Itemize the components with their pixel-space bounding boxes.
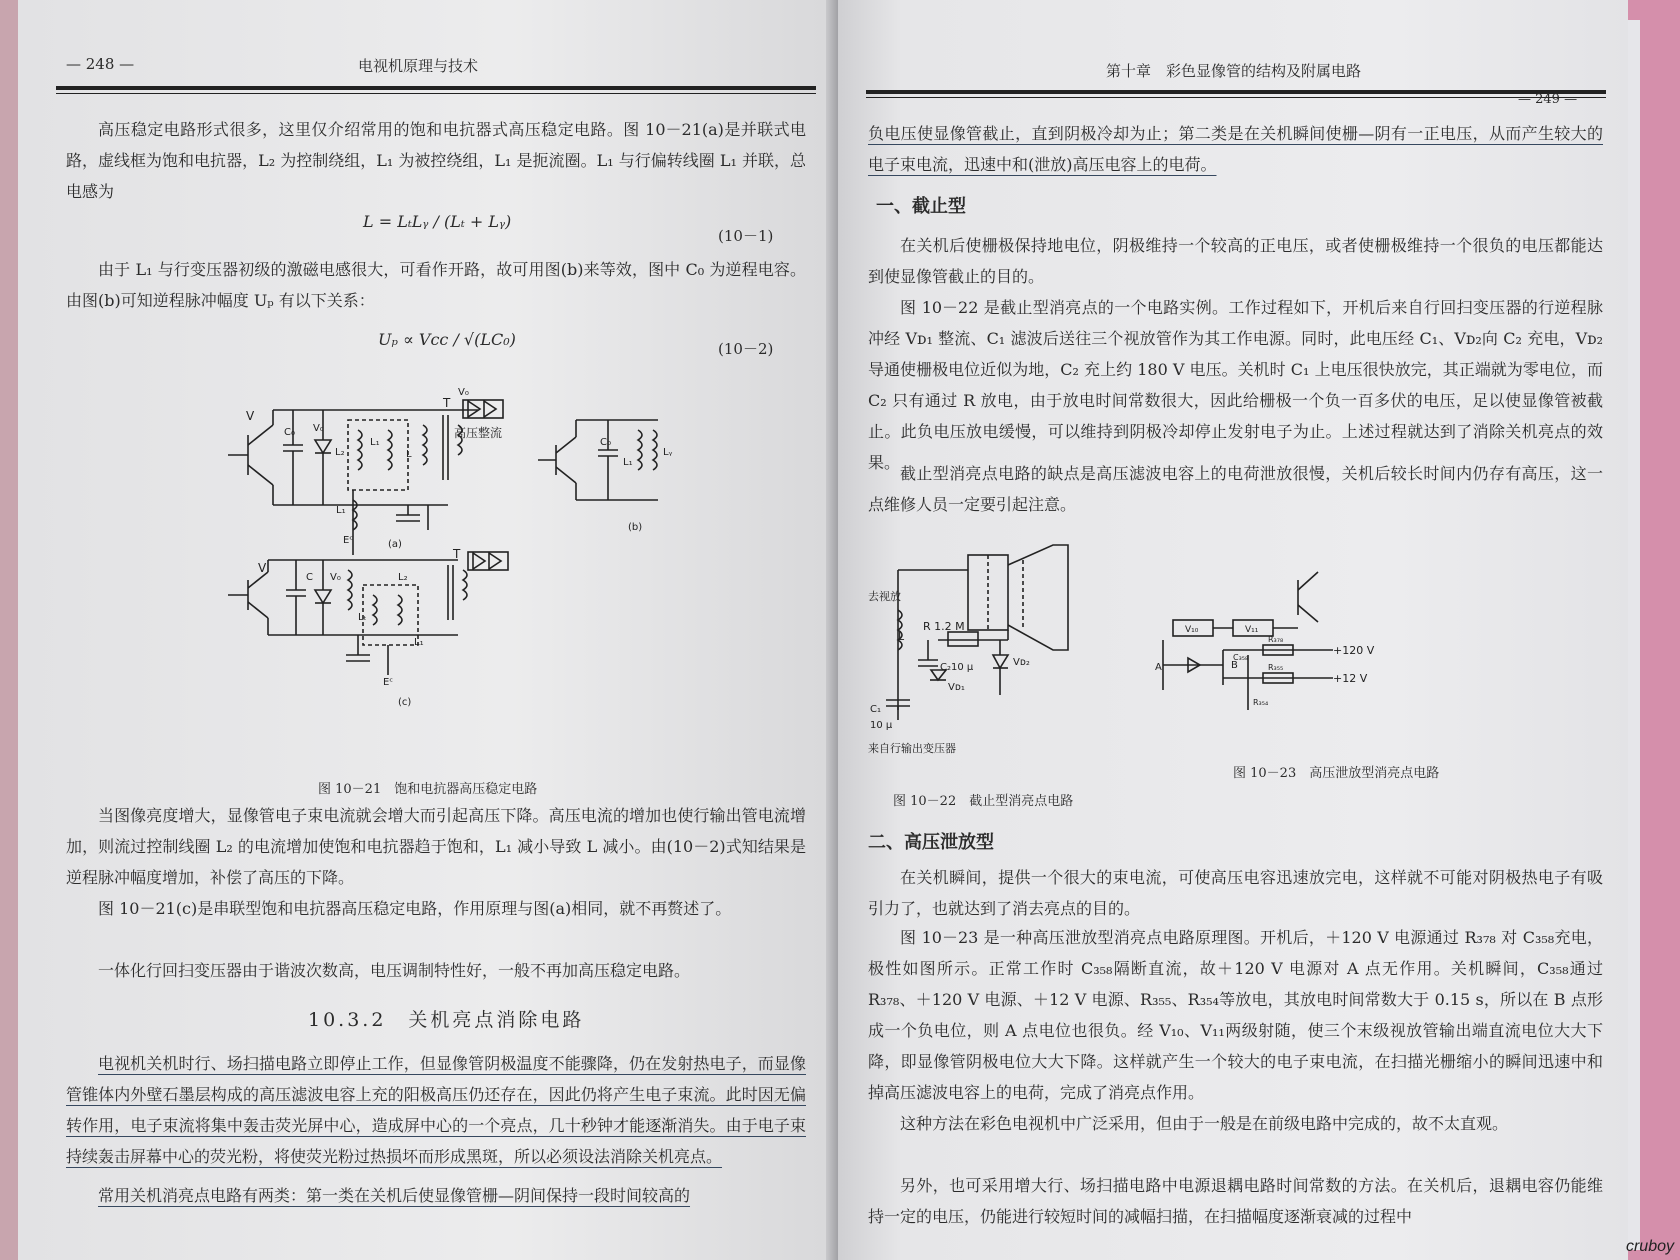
svg-text:C₂10 μ: C₂10 μ xyxy=(940,662,974,673)
circuit-a xyxy=(228,387,503,555)
svg-text:V₁₁: V₁₁ xyxy=(1245,625,1259,635)
svg-text:Eᶜ: Eᶜ xyxy=(383,677,394,688)
svg-text:T: T xyxy=(443,396,451,410)
paragraph-6-underlined: 电视机关机时行、场扫描电路立即停止工作，但显像管阴极温度不能骤降，仍在发射热电子，而显像管锥体内外壁石墨层构成的高压滤波电容上充的阳极高压仍还存在，因此仍将产生电子束流。此时因无偏转作用，电子束流将集中轰击荧光屏中心，造成屏中心的一个亮点，几十秒钟才能逐渐消失。由于电子束持续轰击屏幕中心的荧光粉，将使荧光粉过热损坏而形成黑斑，所以必须设法消除关机亮点。 xyxy=(66,1054,806,1166)
paragraph-r6: 图 10－23 是一种高压泄放型消亮点电路原理图。开机后，＋120 V 电源通过 R₃₇₈ 对 C₃₅₈充电，极性如图所示。正常工作时 C₃₅₈隔断直流，故＋120 V 电源对 A 点无作用。关机瞬间，C₃₅₈通过 R₃₇₈、＋120 V 电源、＋12 V 电源、R₃₅₅、R₃₅₄等放电，其放电时间常数大于 0.15 s，所以在 B 点形成一个负电位，则 A 点电位也很负。经 V₁₀、V₁₁两级射随，使三个末级视放管输出端直流电位大大下降，即显像管阴极电位大大下降。这样就产生一个较大的电子束电流，在扫描光栅缩小的瞬间迅速中和掉高压滤波电容上的电荷，完成了消亮点作用。 xyxy=(868,928,1603,1102)
svg-text:L₁: L₁ xyxy=(414,637,424,648)
equation-10-2: Uₚ ∝ Vcc / √(LC₀) xyxy=(378,330,516,349)
svg-text:V: V xyxy=(258,561,267,575)
paragraph-r4: 截止型消亮点电路的缺点是高压滤波电容上的电荷泄放很慢，关机后较长时间内仍存有高压，这一点维修人员一定要引起注意。 xyxy=(868,464,1603,514)
svg-text:Vᴅ₁: Vᴅ₁ xyxy=(948,682,965,693)
header-rule-left xyxy=(56,86,816,90)
svg-text:R₃₅₅: R₃₅₅ xyxy=(1268,663,1284,672)
svg-text:A: A xyxy=(1155,662,1162,673)
svg-text:L: L xyxy=(898,630,905,643)
figure-10-21-caption: 图 10－21 饱和电抗器高压稳定电路 xyxy=(318,782,538,797)
equation-number-10-1: (10－1) xyxy=(718,227,774,245)
svg-text:L₁: L₁ xyxy=(623,457,633,468)
page-number-right: — 249 — xyxy=(1518,92,1578,107)
svg-text:+120 V: +120 V xyxy=(1333,644,1375,657)
circuit-b xyxy=(538,420,673,533)
figure-10-21-circuits xyxy=(218,387,778,765)
right-page xyxy=(838,0,1628,1260)
header-rule-right-thin xyxy=(866,97,1606,98)
heading-discharge-type: 二、高压泄放型 xyxy=(868,832,994,853)
figure-10-23-circuit xyxy=(1155,560,1413,720)
svg-text:来自行输出变压器: 来自行输出变压器 xyxy=(868,742,956,755)
svg-text:T: T xyxy=(453,547,461,561)
section-heading-10-3-2: 10.3.2 关机亮点消除电路 xyxy=(308,1009,585,1031)
svg-text:C₃₅₈: C₃₅₈ xyxy=(1233,653,1249,662)
svg-text:Vᴅ₂: Vᴅ₂ xyxy=(1013,657,1030,668)
svg-text:R₃₅₄: R₃₅₄ xyxy=(1253,698,1269,707)
svg-text:R₃₇₈: R₃₇₈ xyxy=(1268,635,1284,644)
svg-text:R 1.2 M: R 1.2 M xyxy=(923,620,965,633)
svg-text:Lₜ: Lₜ xyxy=(358,612,367,623)
paragraph-r5: 在关机瞬间，提供一个很大的束电流，可使高压电容迅速放完电，这样就不可能对阴极热电子有吸引力了，也就达到了消去亮点的目的。 xyxy=(868,868,1603,918)
left-page xyxy=(18,0,838,1260)
paragraph-2: 由于 L₁ 与行变压器初级的激磁电感很大，可看作开路，故可用图(b)来等效，图中 C₀ 为逆程电容。由图(b)可知逆程脉冲幅度 Uₚ 有以下关系： xyxy=(66,260,806,310)
svg-text:L₁: L₁ xyxy=(370,437,380,448)
svg-text:C: C xyxy=(306,572,313,583)
paragraph-r1: 负电压使显像管截止，直到阴极冷却为止；第二类是在关机瞬间使栅—阴有一正电压，从而产生较大的电子束电流，迅速中和(泄放)高压电容上的电荷。 xyxy=(868,124,1603,174)
svg-text:(b): (b) xyxy=(628,522,643,533)
svg-text:C₀: C₀ xyxy=(600,437,611,448)
paragraph-r7: 这种方法在彩色电视机中广泛采用，但由于一般是在前级电路中完成的，故不太直观。 xyxy=(900,1114,1509,1133)
svg-text:Eᶜ: Eᶜ xyxy=(343,535,354,546)
svg-text:10 μ: 10 μ xyxy=(870,720,893,731)
paragraph-1: 高压稳定电路形式很多，这里仅介绍常用的饱和电抗器式高压稳定电路。图 10－21(a)是并联式电路，虚线框为饱和电抗器，L₂ 为控制绕组，L₁ 为被控绕组，L₁ 是扼流圈。L₁ 与行偏转线圈 L₁ 并联，总电感为 xyxy=(66,120,806,201)
equation-10-1: L = LₜLᵧ / (Lₜ + Lᵧ) xyxy=(363,212,512,231)
paragraph-4: 图 10－21(c)是串联型饱和电抗器高压稳定电路，作用原理与图(a)相同，就不再赘述了。 xyxy=(98,899,732,918)
svg-text:(a): (a) xyxy=(388,539,402,550)
svg-text:V₀: V₀ xyxy=(330,572,341,583)
svg-text:V₀: V₀ xyxy=(313,423,324,434)
paragraph-r3: 图 10－22 是截止型消亮点的一个电路实例。工作过程如下，开机后来自行回扫变压器的行逆程脉冲经 Vᴅ₁ 整流、C₁ 滤波后送往三个视放管作为其工作电源。同时，此电压经 C₁、Vᴅ₂向 C₂ 充电，Vᴅ₂导通使栅极电位近似为地，C₂ 充上约 180 V 电压。关机时 C₁ 上电压很快放完，其正端就为零电位，而 C₂ 只有通过 R 放电，由于放电时间常数很大，因此给栅极一个负一百多伏的电压，足以使显像管被截止。此负电压放电缓慢，可以维持到阴极冷却停止发射电子为止。上述过程就达到了消除关机亮点的效果。 xyxy=(868,298,1603,472)
header-rule-left-thin xyxy=(56,93,816,94)
paragraph-7: 常用关机消亮点电路有两类：第一类在关机后使显像管栅—阴间保持一段时间较高的 xyxy=(98,1186,691,1205)
watermark-text: cruboy xyxy=(1625,1238,1674,1255)
heading-cutoff-type: 一、截止型 xyxy=(876,196,966,217)
header-rule-right xyxy=(866,90,1606,94)
svg-text:L₂: L₂ xyxy=(335,447,345,458)
svg-text:(c): (c) xyxy=(398,697,412,708)
svg-text:+12 V: +12 V xyxy=(1333,672,1368,685)
running-title-right: 第十章 彩色显像管的结构及附属电路 xyxy=(1106,62,1362,80)
svg-text:C₀: C₀ xyxy=(284,427,295,438)
figure-10-23-caption: 图 10－23 高压泄放型消亮点电路 xyxy=(1233,766,1440,781)
paragraph-r8: 另外，也可采用增大行、场扫描电路中电源退耦电路时间常数的方法。在关机后，退耦电容仍能维持一定的电压，仍能进行较短时间的减幅扫描，在扫描幅度逐渐衰减的过程中 xyxy=(868,1176,1603,1226)
equation-number-10-2: (10－2) xyxy=(718,340,774,358)
svg-text:L₂: L₂ xyxy=(398,572,408,583)
running-title-left: 电视机原理与技术 xyxy=(358,57,479,75)
svg-text:L: L xyxy=(406,449,412,460)
svg-text:V₀: V₀ xyxy=(458,387,469,398)
svg-text:B: B xyxy=(1231,660,1238,671)
paragraph-3: 当图像亮度增大，显像管电子束电流就会增大而引起高压下降。高压电流的增加也使行输出管电流增加，则流过控制线圈 L₂ 的电流增加使饱和电抗器趋于饱和，L₁ 减小导致 L 减小。由(10－2)式知结果是逆程脉冲幅度增加，补偿了高压的下降。 xyxy=(66,806,806,887)
svg-text:高压整流: 高压整流 xyxy=(454,426,503,440)
svg-text:V₁₀: V₁₀ xyxy=(1185,625,1199,635)
svg-text:L₁: L₁ xyxy=(336,505,346,516)
page-number-left: — 248 — xyxy=(66,55,135,73)
svg-text:C₁: C₁ xyxy=(870,704,881,715)
paragraph-r2: 在关机后使栅极保持地电位，阴极维持一个较高的正电压，或者使栅极维持一个很负的电压都能达到使显像管截止的目的。 xyxy=(868,236,1603,286)
figure-10-22-caption: 图 10－22 截止型消亮点电路 xyxy=(893,794,1074,809)
circuit-c xyxy=(228,547,508,708)
svg-text:V: V xyxy=(246,409,255,423)
svg-text:Lᵧ: Lᵧ xyxy=(663,447,673,458)
paragraph-5: 一体化行回扫变压器由于谐波次数高，电压调制特性好，一般不再加高压稳定电路。 xyxy=(98,961,691,980)
svg-text:去视放: 去视放 xyxy=(868,590,901,603)
figure-10-22-circuit xyxy=(868,540,1148,770)
